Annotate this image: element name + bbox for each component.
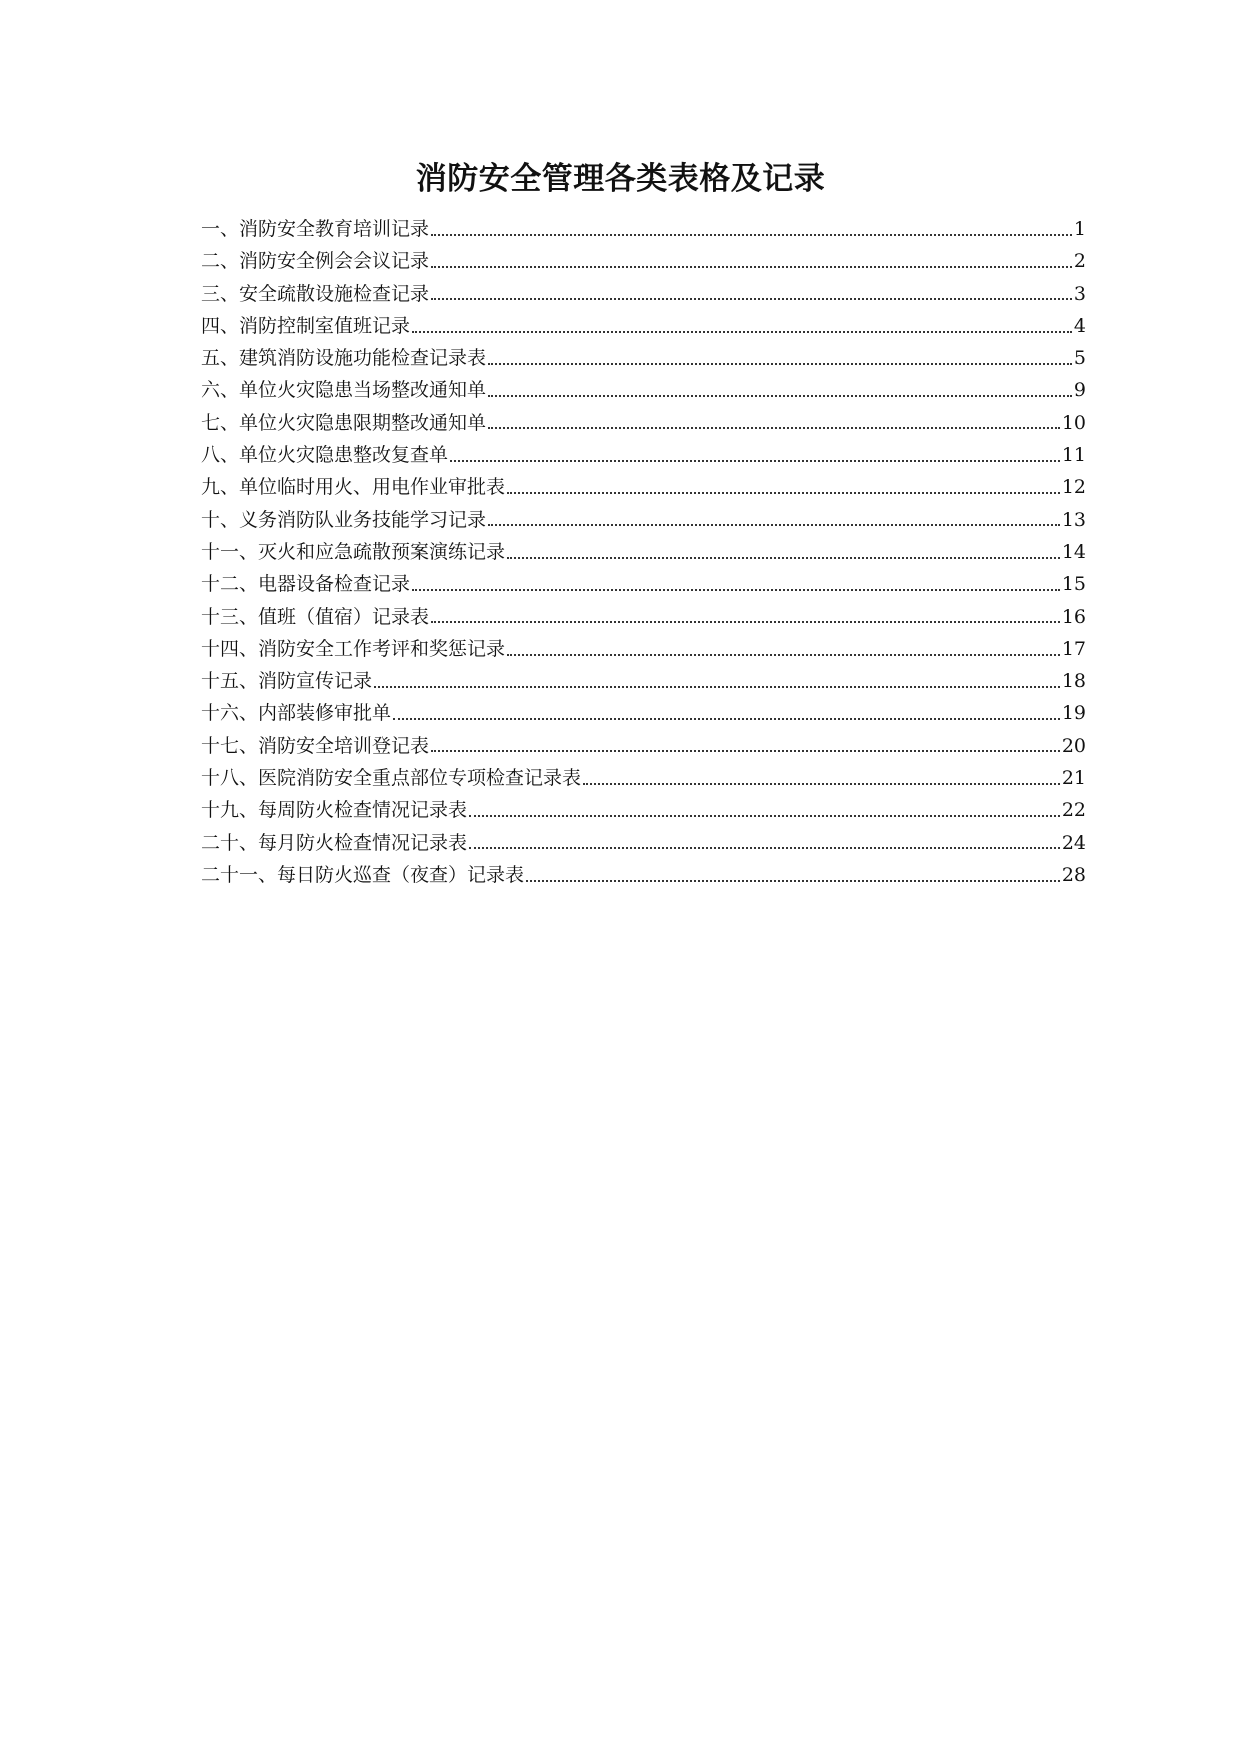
toc-dot-leader [431,297,1072,300]
toc-entry[interactable] [201,762,1086,794]
toc-entry-label: 二十一、每日防火巡查（夜查）记录表 [201,863,525,886]
toc-dot-leader [469,846,1060,849]
toc-dot-leader [431,620,1060,623]
toc-entry-label: 十八、医院消防安全重点部位专项检查记录表 [201,767,582,790]
toc-dot-leader [507,491,1060,494]
toc-entry-label: 十六、内部装修审批单 [201,702,392,725]
toc-dot-leader [488,394,1072,397]
toc-entry-page-number: 4 [1073,314,1086,337]
toc-entry-page-number: 24 [1061,831,1086,854]
toc-entry[interactable] [201,439,1086,471]
toc-entry-label: 六、单位火灾隐患当场整改通知单 [201,379,487,402]
toc-entry-page-number: 10 [1061,411,1086,434]
toc-entry[interactable] [201,827,1086,859]
toc-entry-page-number: 11 [1061,444,1086,467]
toc-dot-leader [393,717,1060,720]
toc-entry-page-number: 15 [1061,573,1086,596]
toc-entry[interactable] [201,697,1086,729]
toc-entry-label: 三、安全疏散设施检查记录 [201,282,430,305]
toc-entry-label: 十五、消防宣传记录 [201,670,373,693]
table-of-contents [201,213,1086,891]
toc-entry[interactable] [201,665,1086,697]
toc-entry-page-number: 3 [1073,282,1086,305]
toc-entry-page-number: 28 [1061,863,1086,886]
toc-entry-page-number: 13 [1061,508,1086,531]
toc-dot-leader [488,362,1072,365]
toc-entry-label: 九、单位临时用火、用电作业审批表 [201,476,506,499]
toc-entry-label: 十九、每周防火检查情况记录表 [201,799,468,822]
toc-dot-leader [507,653,1060,656]
toc-entry-label: 八、单位火灾隐患整改复查单 [201,444,449,467]
toc-entry[interactable] [201,471,1086,503]
toc-entry-page-number: 18 [1061,670,1086,693]
toc-entry[interactable] [201,633,1086,665]
toc-entry[interactable] [201,568,1086,600]
toc-entry-page-number: 17 [1061,637,1086,660]
toc-dot-leader [526,879,1060,882]
toc-entry[interactable] [201,310,1086,342]
toc-entry[interactable] [201,213,1086,245]
toc-dot-leader [431,233,1072,236]
toc-entry-label: 五、建筑消防设施功能检查记录表 [201,347,487,370]
toc-entry-label: 十七、消防安全培训登记表 [201,734,430,757]
toc-entry-label: 二十、每月防火检查情况记录表 [201,831,468,854]
toc-dot-leader [412,330,1072,333]
toc-entry-page-number: 1 [1073,218,1086,240]
toc-dot-leader [431,749,1060,752]
toc-dot-leader [374,685,1060,688]
toc-entry-label: 十四、消防安全工作考评和奖惩记录 [201,637,506,660]
toc-entry[interactable] [201,536,1086,568]
toc-entry-page-number: 19 [1061,702,1086,725]
toc-dot-leader [412,588,1060,591]
toc-entry-page-number: 5 [1073,347,1086,370]
toc-entry[interactable] [201,504,1086,536]
toc-dot-leader [469,814,1060,817]
toc-entry-label: 二、消防安全例会会议记录 [201,250,430,273]
toc-entry-page-number: 20 [1061,734,1086,757]
toc-entry[interactable] [201,245,1086,277]
toc-entry-page-number: 12 [1061,476,1086,499]
toc-entry[interactable] [201,278,1086,310]
toc-entry[interactable] [201,374,1086,406]
toc-entry-page-number: 16 [1061,605,1086,628]
toc-entry-label: 十三、值班（值宿）记录表 [201,605,430,628]
toc-entry[interactable] [201,407,1086,439]
toc-entry-page-number: 22 [1061,799,1086,822]
toc-entry[interactable] [201,859,1086,891]
toc-entry-page-number: 2 [1073,250,1086,273]
toc-entry-label: 十二、电器设备检查记录 [201,573,411,596]
document-title: 消防安全管理各类表格及记录 [415,161,826,197]
toc-entry[interactable] [201,342,1086,374]
toc-dot-leader [431,265,1072,268]
toc-dot-leader [583,782,1060,785]
toc-entry-label: 十、义务消防队业务技能学习记录 [201,508,487,531]
toc-dot-leader [488,426,1060,429]
toc-entry[interactable] [201,730,1086,762]
toc-entry-label: 四、消防控制室值班记录 [201,314,411,337]
toc-entry-page-number: 14 [1061,540,1086,563]
toc-dot-leader [507,556,1060,559]
toc-dot-leader [450,459,1060,462]
toc-entry-page-number: 9 [1073,379,1086,402]
toc-entry-page-number: 21 [1061,767,1086,790]
toc-entry-label: 一、消防安全教育培训记录 [201,218,430,240]
toc-dot-leader [488,523,1060,526]
toc-entry[interactable] [201,601,1086,633]
toc-entry-label: 十一、灭火和应急疏散预案演练记录 [201,540,506,563]
toc-entry-label: 七、单位火灾隐患限期整改通知单 [201,411,487,434]
toc-entry[interactable] [201,794,1086,826]
